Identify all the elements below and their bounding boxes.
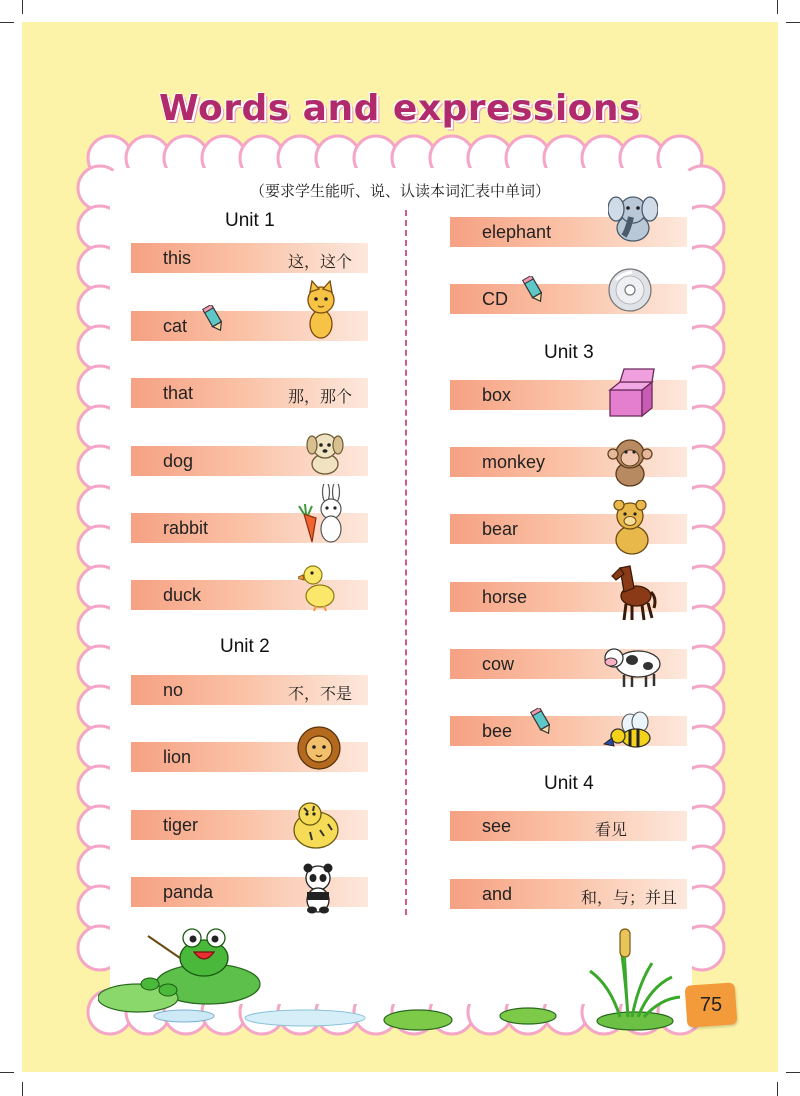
unit-1-heading: Unit 1 <box>225 210 275 231</box>
word-bee: bee <box>482 721 513 741</box>
word-and: and <box>482 884 513 904</box>
cattail-grass-picture <box>580 925 690 1031</box>
word-box: box <box>482 385 512 405</box>
bee-picture <box>602 708 660 754</box>
pencil-icon <box>201 305 227 333</box>
tiger-picture <box>290 800 344 850</box>
word-elephant: elephant <box>482 222 552 242</box>
word-row-that <box>131 378 368 408</box>
unit-3-heading: Unit 3 <box>544 342 594 363</box>
column-divider <box>405 210 407 915</box>
word-bear: bear <box>482 519 519 539</box>
word-monkey: monkey <box>482 452 546 472</box>
rabbit-picture <box>296 484 350 546</box>
bear-picture <box>608 500 656 556</box>
cow-picture <box>602 640 664 690</box>
word-row-this <box>131 243 368 273</box>
word-dog: dog <box>163 451 194 471</box>
page-title: Words and expressions <box>159 88 641 129</box>
pencil-icon <box>521 276 547 304</box>
word-cd: CD <box>482 289 508 309</box>
word-that: that <box>163 383 194 403</box>
dog-picture <box>303 428 347 476</box>
box-picture <box>606 368 656 420</box>
cat-picture <box>300 280 342 340</box>
lion-picture <box>296 722 342 778</box>
word-this: this <box>163 248 192 268</box>
word-tiger: tiger <box>163 815 199 835</box>
panda-picture <box>302 862 334 914</box>
meaning-see: 看见 <box>594 820 627 839</box>
word-panda: panda <box>163 882 214 902</box>
vocabulary-note: （要求学生能听、说、认读本词汇表中单词） <box>249 182 550 200</box>
meaning-this: 这，这个 <box>287 252 352 271</box>
elephant-picture <box>608 192 658 246</box>
word-cat: cat <box>163 316 188 336</box>
pencil-icon <box>529 708 555 736</box>
word-row-no <box>131 675 368 705</box>
horse-picture <box>610 562 658 622</box>
unit-2-heading: Unit 2 <box>220 636 270 657</box>
word-cow: cow <box>482 654 515 674</box>
word-lion: lion <box>163 747 192 767</box>
word-duck: duck <box>163 585 202 605</box>
duck-picture <box>298 562 338 612</box>
monkey-picture <box>606 436 654 488</box>
page-number: 75 <box>699 994 723 1016</box>
word-row-and <box>450 879 687 909</box>
word-row-see <box>450 811 687 841</box>
word-rabbit: rabbit <box>163 518 209 538</box>
word-horse: horse <box>482 587 528 607</box>
meaning-no: 不，不是 <box>287 684 352 703</box>
word-see: see <box>482 816 512 836</box>
meaning-and: 和，与；并且 <box>580 888 677 907</box>
unit-4-heading: Unit 4 <box>544 773 594 794</box>
water-puddle-picture <box>240 1006 370 1030</box>
lily-pads-picture <box>374 1006 574 1036</box>
word-no: no <box>163 680 184 700</box>
meaning-that: 那，那个 <box>287 387 352 406</box>
cd-picture <box>606 266 654 314</box>
